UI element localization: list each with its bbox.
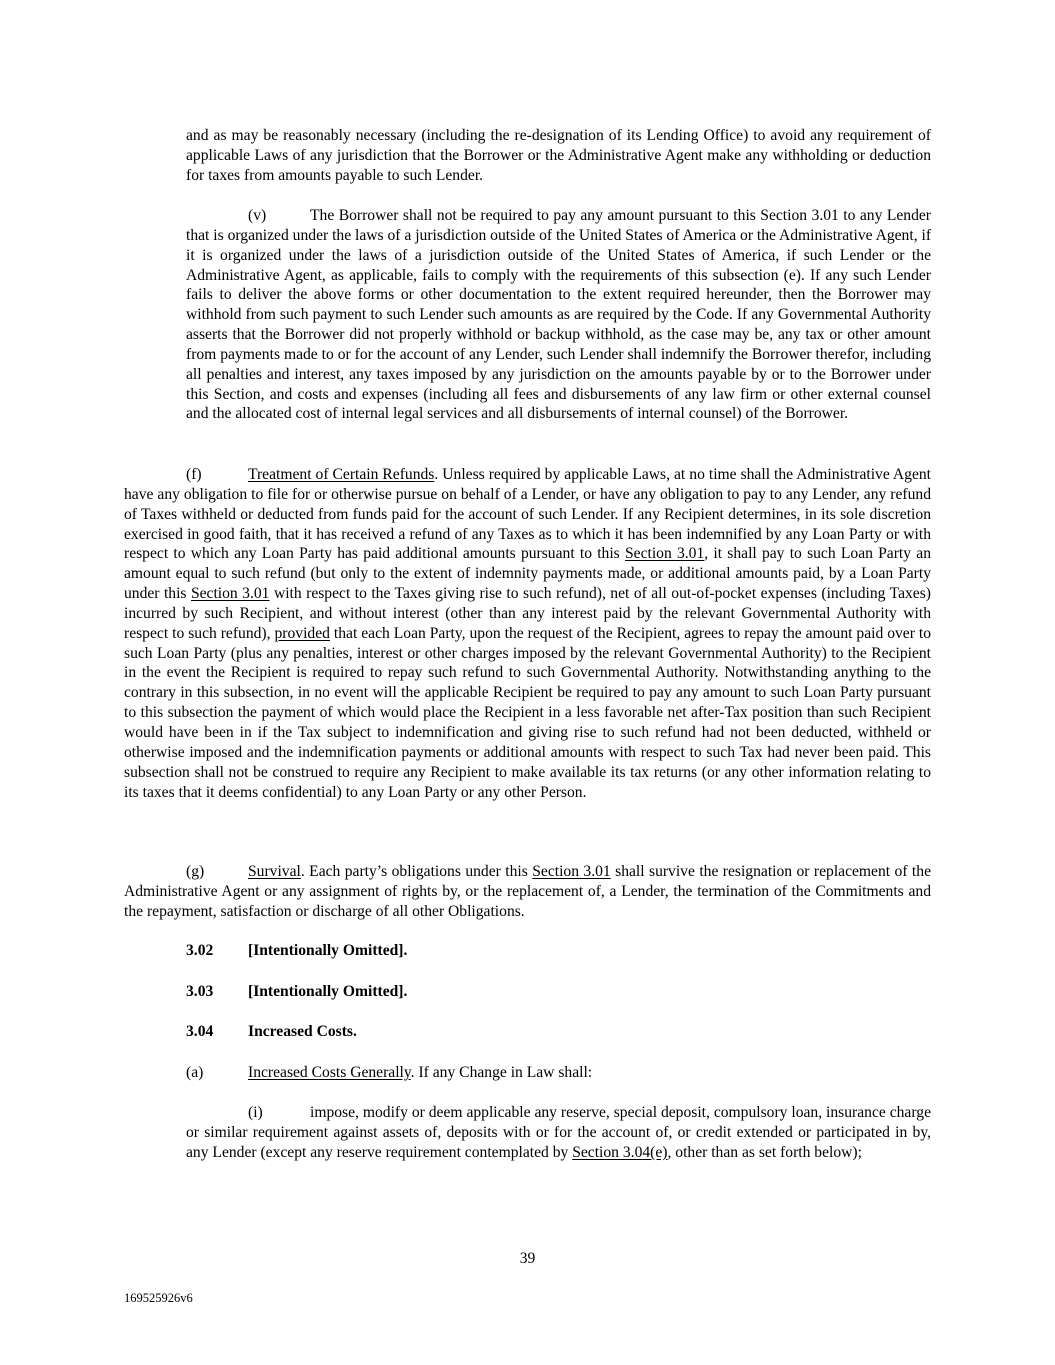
section-heading-3-03 xyxy=(186,982,407,1002)
section-title: [Intentionally Omitted]. xyxy=(248,983,408,1000)
paragraph-continuation-text: and as may be reasonably necessary (including the re-designation of its Lending Office) to avoid any requirement of applicable Laws of any jurisdiction that the Borrower or the Administrative Agent make any withholding or deduction for taxes from amounts payable to such Lender. xyxy=(186,127,931,184)
paragraph-v-text: The Borrower shall not be required to pay any amount pursuant to this Section 3.01 to any Lender that is organized under the laws of a jurisdiction outside of the United States of America or the Administrative Agent, if it is organized under the laws of a jurisdiction outside of the United States of America, if such Lender or the Administrative Agent, as applicable, fails to comply with the requirements of this subsection (e). If any such Lender fails to deliver the above forms or other documentation to the extent required hereunder, then the Borrower may withhold from such payment to such Lender such amounts as are required by the Code. If any Governmental Authority asserts that the Borrower did not properly withhold or backup withhold, as the case may be, any tax or other amount from payments made to or for the account of any Lender, such Lender shall indemnify the Borrower therefor, including all penalties and interest, any taxes imposed by any jurisdiction on the amounts payable by or to the Borrower under this Section, and costs and expenses (including all fees and disbursements of any law firm or other external counsel and the allocated cost of internal legal services and all disbursements of internal counsel) of the Borrower. xyxy=(186,207,932,423)
paragraph-a-text: . If any Change in Law shall: xyxy=(410,1064,593,1081)
section-number: 3.04 xyxy=(186,1023,214,1040)
paragraph-f-text-3: with respect to the Taxes giving rise to such refund), net of all out-of-pocket expenses (including Taxes) incurred by such Recipient, and without interest (other than any interest paid by the relevant Governmental Authority with respect to such refund), xyxy=(124,585,931,642)
section-reference: Section 3.01 xyxy=(532,863,611,880)
page-number: 39 xyxy=(519,1250,536,1267)
proviso-term: provided xyxy=(274,624,330,642)
section-number: 3.02 xyxy=(186,942,214,959)
section-heading-3-04 xyxy=(186,1022,357,1042)
paragraph-i-text-2: , other than as set forth below); xyxy=(667,1143,862,1161)
paragraph-i-text-1: impose, modify or deem applicable any reserve, special deposit, compulsory loan, insurance charge or similar requirement against assets of, deposits with or for the account of, or credit extended or participated in by, any Lender (except any reserve requirement contemplated by xyxy=(186,1104,931,1161)
paragraph-f-text-2: , it shall pay to such Loan Party an amount equal to such refund (but only to the extent of indemnity payments made, or additional amounts paid, by a Loan Party under this xyxy=(124,545,931,603)
paragraph-g-label: (g) xyxy=(186,863,205,880)
paragraph-f-label: (f) xyxy=(186,466,202,483)
section-number: 3.03 xyxy=(186,983,214,1000)
paragraph-f-title: Treatment of Certain Refunds xyxy=(248,466,435,483)
section-reference: Section 3.01 xyxy=(190,585,270,603)
paragraph-v-label: (v) xyxy=(248,207,267,224)
paragraph-continuation xyxy=(186,126,931,186)
paragraph-i-label: (i) xyxy=(248,1104,263,1121)
paragraph-a-label: (a) xyxy=(186,1064,204,1081)
paragraph-f-text-1: . Unless required by applicable Laws, at no time shall the Administrative Agent have any obligation to file for or otherwise pursue on behalf of a Lender, or have any obligation to pay to any Lender, any refund of Taxes withheld or deducted from funds paid for the account of such Lender. If any Recipient determines, in its sole discretion exercised in good faith, that it has received a refund of any Taxes as to which it has been indemnified by any Loan Party or with respect to which any Loan Party has paid additional amounts pursuant to this xyxy=(124,466,931,563)
paragraph-i xyxy=(186,1103,931,1163)
paragraph-g-text-1: . Each party’s obligations under this xyxy=(300,863,533,880)
paragraph-a-title: Increased Costs Generally xyxy=(248,1064,411,1081)
document-id: 169525926v6 xyxy=(124,1291,193,1305)
section-title: [Intentionally Omitted]. xyxy=(248,942,408,959)
paragraph-a xyxy=(186,1063,592,1083)
section-reference: Section 3.04(e) xyxy=(572,1143,668,1161)
section-title: Increased Costs. xyxy=(248,1023,357,1040)
section-heading-3-02 xyxy=(186,941,407,961)
paragraph-g xyxy=(124,862,931,922)
paragraph-f xyxy=(124,465,931,802)
paragraph-g-text-2: shall survive the resignation or replacement of the Administrative Agent or any assignment of rights by, or the replacement of, a Lender, the termination of the Commitments and the repayment, satisfaction or discharge of all other Obligations. xyxy=(124,863,931,920)
paragraph-f-text-4: that each Loan Party, upon the request of the Recipient, agrees to repay the amount paid over to such Loan Party (plus any penalties, interest or other charges imposed by the relevant Governmental Authority) to the Recipient in the event the Recipient is required to repay such refund to such Governmental Authority. Notwithstanding anything to the contrary in this subsection, in no event will the applicable Recipient be required to pay any amount to such Loan Party pursuant to this subsection the payment of which would place the Recipient in a less favorable net after-Tax position than such Recipient would have been in if the Tax subject to indemnification and giving rise to such refund had not been deducted, withheld or otherwise imposed and the indemnification payments or additional amounts with respect to such Tax had never been paid. This subsection shall not be construed to require any Recipient to make available its tax returns (or any other information relating to its taxes that it deems confidential) to any Loan Party or any other Person. xyxy=(124,624,932,801)
paragraph-v xyxy=(186,206,931,424)
section-reference: Section 3.01 xyxy=(624,545,705,563)
paragraph-g-title: Survival xyxy=(248,863,301,880)
